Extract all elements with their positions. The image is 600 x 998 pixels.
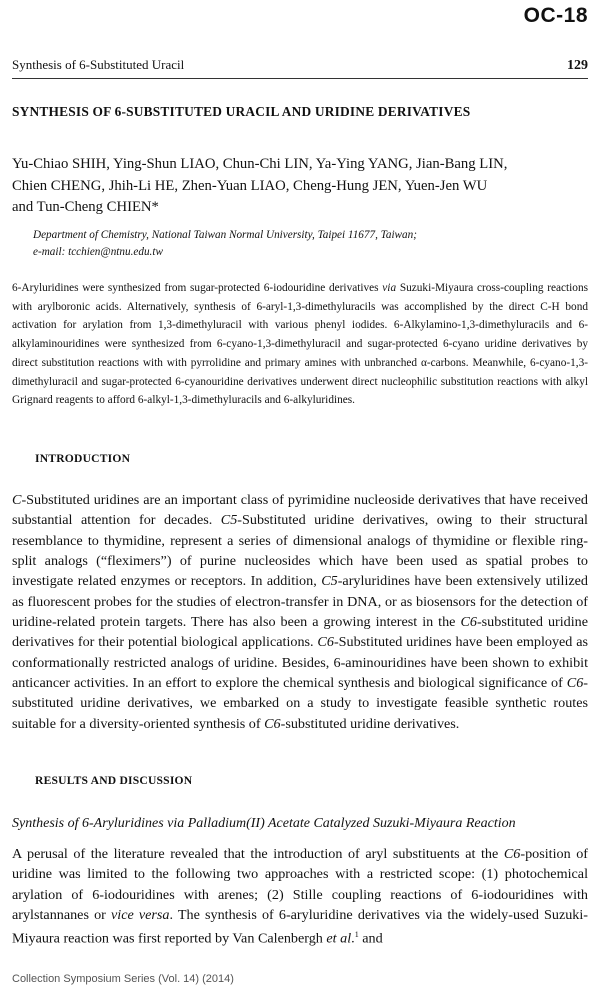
italic-text: C6 bbox=[503, 846, 521, 862]
body-text: -substituted uridine derivatives for their potential biological applications. bbox=[12, 614, 588, 651]
affiliation bbox=[33, 227, 573, 261]
author-line: Chien CHENG, Jhih-Li HE, Zhen-Yuan LIAO, Cheng-Hung JEN, Yuen-Jen WU bbox=[12, 177, 488, 194]
body-text: . The synthesis of 6-aryluridine derivatives via the widely-used Suzuki-Miyaura reaction was first reported by Van Calenbergh bbox=[12, 907, 588, 948]
italic-text: C6 bbox=[264, 715, 281, 732]
footer: Collection Symposium Series (Vol. 14) (2014) bbox=[12, 973, 234, 985]
abstract bbox=[12, 279, 588, 410]
italic-text: C6 bbox=[317, 634, 334, 651]
section-heading-introduction: INTRODUCTION bbox=[35, 452, 131, 465]
body-text: -position of uridine was limited to the following two approaches with a restricted scope: (1) photochemical arylation of 6-iodouridines with arenes; (2) Stille coupling reactions of 6-iodouridines with arylstannanes or bbox=[12, 846, 589, 924]
results-paragraph bbox=[12, 844, 588, 949]
email: e-mail: tcchien@ntnu.edu.tw bbox=[33, 246, 163, 258]
reference-superscript: 1 bbox=[354, 930, 359, 940]
running-header bbox=[12, 57, 588, 79]
body-text: -aryluridines have been extensively utilized as fluorescent probes for the studies of electron-transfer in DNA, or as biosensors for the detection of uridine-related protein targets. There has also been a growing interest in the bbox=[12, 573, 588, 631]
italic-text: C6 bbox=[460, 614, 477, 631]
body-text: -Substituted uridines are an important class of pyrimidine nucleoside derivatives that have received substantial attention for decades. bbox=[12, 492, 588, 529]
abstract-italic: via bbox=[382, 282, 397, 294]
section-heading-results: RESULTS AND DISCUSSION bbox=[35, 774, 193, 787]
page-number: 129 bbox=[567, 58, 588, 73]
abstract-text: Suzuki-Miyaura cross-coupling reactions with arylboronic acids. Alternatively, synthesis of 6-aryl-1,3-dimethyluracils was accomplished by the direct C-H bond activation for arylation from 1,3-dimethyluracil with various phenyl iodides. 6-Alkylamino-1,3-dimethyluracils and 6-alkylaminouridines were synthesized from 6-cyano-1,3-dimethyluracil and sugar-protected 6-cyano uridine derivatives by direct substitution reactions with with pyrrolidine and primary amines with unbranched α-carbons. Meanwhile, 6-cyano-1,3-dimethyluracil and sugar-protected 6-cyanouridine derivatives underwent direct nucleophilic substitution reactions with alkyl Grignard reagents to afford 6-alkyl-1,3-dimethyluracils and 6-alkyluridines. bbox=[12, 282, 588, 407]
italic-text: C bbox=[12, 492, 22, 508]
italic-text: C5 bbox=[321, 573, 338, 590]
author-line: and Tun-Cheng CHIEN* bbox=[12, 199, 159, 215]
italic-text: C6 bbox=[566, 675, 584, 692]
body-text: -Substituted uridines have been employed as conformationally restricted analogs of uridine. Besides, 6-aminouridines have been shown to exhibit anticancer activities. In an effort to explore the chemical synthesis and biological significance of bbox=[12, 634, 589, 692]
body-text: and bbox=[358, 931, 383, 948]
body-text: . bbox=[351, 931, 355, 948]
article-title: SYNTHESIS OF 6-SUBSTITUTED URACIL AND URIDINE DERIVATIVES bbox=[12, 104, 471, 119]
body-text: A perusal of the literature revealed that the introduction of aryl substituents at the bbox=[12, 846, 504, 862]
body-text: -substituted uridine derivatives. bbox=[280, 715, 460, 732]
body-text: -substituted uridine derivatives, we embarked on a study to investigate feasible synthetic routes suitable for a diversity-oriented synthesis of bbox=[12, 675, 588, 732]
running-title: Synthesis of 6-Substituted Uracil bbox=[12, 57, 185, 72]
subsection-heading: Synthesis of 6-Aryluridines via Palladium(II) Acetate Catalyzed Suzuki-Miyaura Reaction bbox=[12, 816, 516, 831]
author-list bbox=[12, 154, 572, 219]
department: Department of Chemistry, National Taiwan Normal University, Taipei 11677, Taiwan; bbox=[33, 229, 417, 241]
italic-text: et al bbox=[326, 931, 352, 948]
italic-text: vice versa bbox=[110, 907, 170, 924]
introduction-paragraph bbox=[12, 490, 588, 734]
abstract-text: 6-Aryluridines were synthesized from sugar-protected 6-iodouridine derivatives bbox=[12, 282, 383, 294]
author-line: Yu-Chiao SHIH, Ying-Shun LIAO, Chun-Chi LIN, Ya-Ying YANG, Jian-Bang LIN, bbox=[12, 156, 508, 172]
body-text: -Substituted uridine derivatives, owing to their structural resemblance to thymidine, represent a series of dimensional analogs of thymidine or flexible ring-split analogs (“fleximers”) of purine nucleosides which have been used as spatial probes to investigate related enzymes or receptors. In addition, bbox=[12, 512, 588, 590]
paper-code: OC-18 bbox=[523, 4, 588, 27]
italic-text: C5 bbox=[220, 512, 238, 529]
